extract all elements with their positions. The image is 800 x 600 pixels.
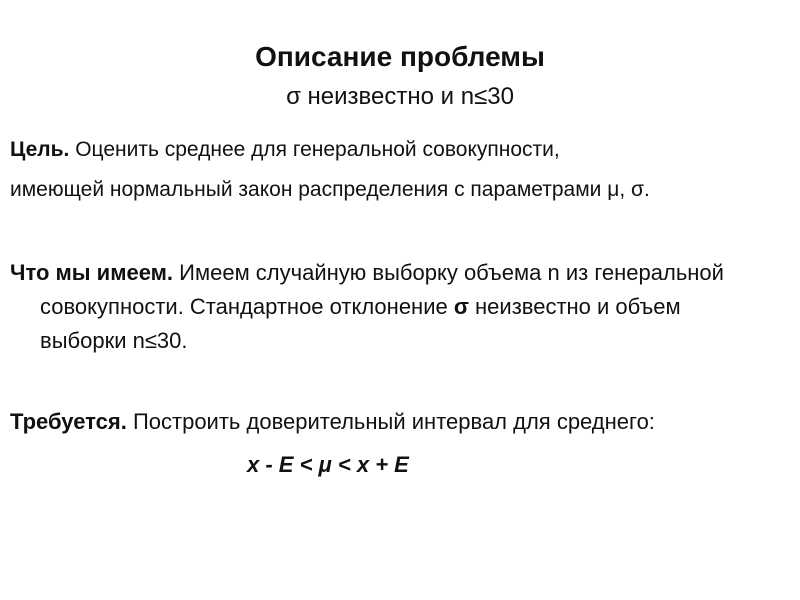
goal-text-line1: Оценить среднее для генеральной совокупности, — [69, 138, 560, 161]
slide-title: Описание проблемы — [255, 41, 545, 72]
confidence-interval-formula: x - E < μ < x + E — [247, 452, 409, 477]
goal-label: Цель. — [10, 138, 70, 161]
need-paragraph — [10, 405, 770, 439]
have-sigma: σ — [453, 294, 469, 319]
goal-text-line2: имеющей нормальный закон распределения с параметрами μ, σ. — [10, 178, 650, 201]
have-label: Что мы имеем. — [10, 260, 174, 285]
goal-paragraph — [10, 134, 770, 166]
need-text: Построить доверительный интервал для среднего: — [126, 409, 655, 434]
slide-subtitle: σ неизвестно и n≤30 — [286, 83, 514, 110]
have-text-b: неизвестно и объем выборки n≤30. — [40, 294, 681, 353]
need-label: Требуется. — [10, 409, 127, 434]
have-paragraph — [10, 256, 770, 358]
have-text-a: Имеем случайную выборку объема n из генеральной совокупности. Стандартное отклонение — [40, 260, 724, 319]
